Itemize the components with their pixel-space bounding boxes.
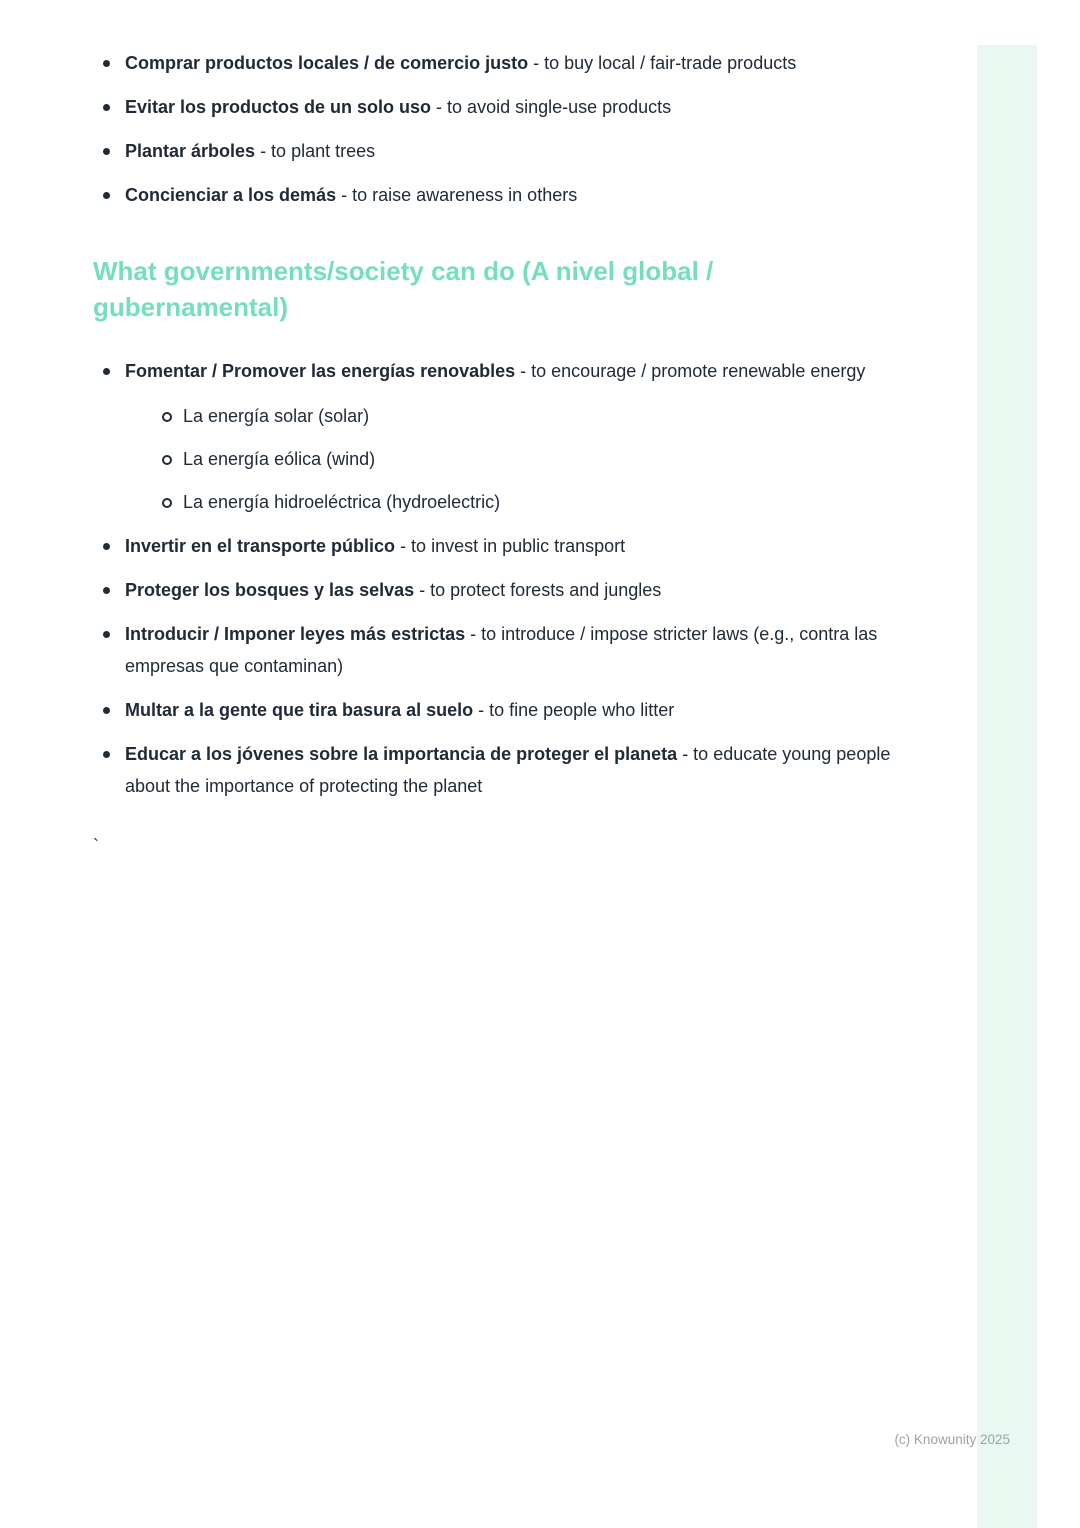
decorative-stripe: [977, 45, 1037, 1528]
term-english: - to invest in public transport: [395, 536, 626, 556]
list-item: [93, 47, 893, 79]
term-spanish: Evitar los productos de un solo uso: [125, 97, 432, 117]
list-item: [93, 91, 893, 123]
term-english: - to introduce / impose stricter laws (e.g., contra las empresas que contaminan): [125, 624, 878, 676]
sublist-item: [160, 443, 893, 475]
sublist-item-text: La energía solar (solar): [183, 406, 370, 426]
bullet-icon: [103, 543, 110, 550]
bullet-icon: [103, 368, 110, 375]
term-spanish: Introducir / Imponer leyes más estrictas: [125, 624, 466, 644]
bullet-icon: [103, 60, 110, 67]
list-item: [93, 618, 893, 682]
term-spanish: Concienciar a los demás: [125, 185, 337, 205]
page-content: [93, 47, 903, 862]
list-item: [93, 530, 893, 562]
term-english: - to educate young people about the importance of protecting the planet: [125, 744, 891, 796]
individual-actions-list: [93, 47, 893, 211]
term-english: - to buy local / fair-trade products: [528, 53, 797, 73]
term-spanish: Invertir en el transporte público: [125, 536, 396, 556]
term-spanish: Fomentar / Promover las energías renovables: [125, 361, 516, 381]
term-spanish: Multar a la gente que tira basura al suelo: [125, 700, 474, 720]
sublist-item: [160, 486, 893, 518]
term-spanish: Educar a los jóvenes sobre la importancia de proteger el planeta: [125, 744, 678, 764]
term-english: - to encourage / promote renewable energy: [515, 361, 866, 381]
sublist-item-text: La energía eólica (wind): [183, 449, 376, 469]
sublist-item: [160, 400, 893, 432]
bullet-icon: [103, 587, 110, 594]
list-item: [93, 179, 893, 211]
bullet-icon: [103, 631, 110, 638]
circle-bullet-icon: [162, 498, 172, 508]
term-spanish: Comprar productos locales / de comercio justo: [125, 53, 529, 73]
list-item: [93, 694, 893, 726]
bullet-icon: [103, 751, 110, 758]
energy-types-sublist: [160, 400, 893, 518]
term-english: - to raise awareness in others: [336, 185, 578, 205]
copyright-text: (c) Knowunity 2025: [894, 1432, 1010, 1447]
bullet-icon: [103, 707, 110, 714]
circle-bullet-icon: [162, 455, 172, 465]
term-spanish: Plantar árboles: [125, 141, 256, 161]
sublist-item-text: La energía hidroeléctrica (hydroelectric): [183, 492, 501, 512]
term-english: - to protect forests and jungles: [414, 580, 662, 600]
section-heading: What governments/society can do (A nivel global / gubernamental): [93, 256, 714, 322]
term-english: - to fine people who litter: [473, 700, 675, 720]
list-item: [93, 738, 893, 802]
list-item: [93, 574, 893, 606]
bullet-icon: [103, 148, 110, 155]
circle-bullet-icon: [162, 412, 172, 422]
bullet-icon: [103, 192, 110, 199]
bullet-icon: [103, 104, 110, 111]
term-english: - to plant trees: [255, 141, 376, 161]
stray-backtick: `: [93, 836, 99, 856]
term-spanish: Proteger los bosques y las selvas: [125, 580, 415, 600]
government-actions-list: [93, 355, 893, 802]
term-english: - to avoid single-use products: [431, 97, 672, 117]
list-item: [93, 135, 893, 167]
list-item: [93, 355, 893, 518]
